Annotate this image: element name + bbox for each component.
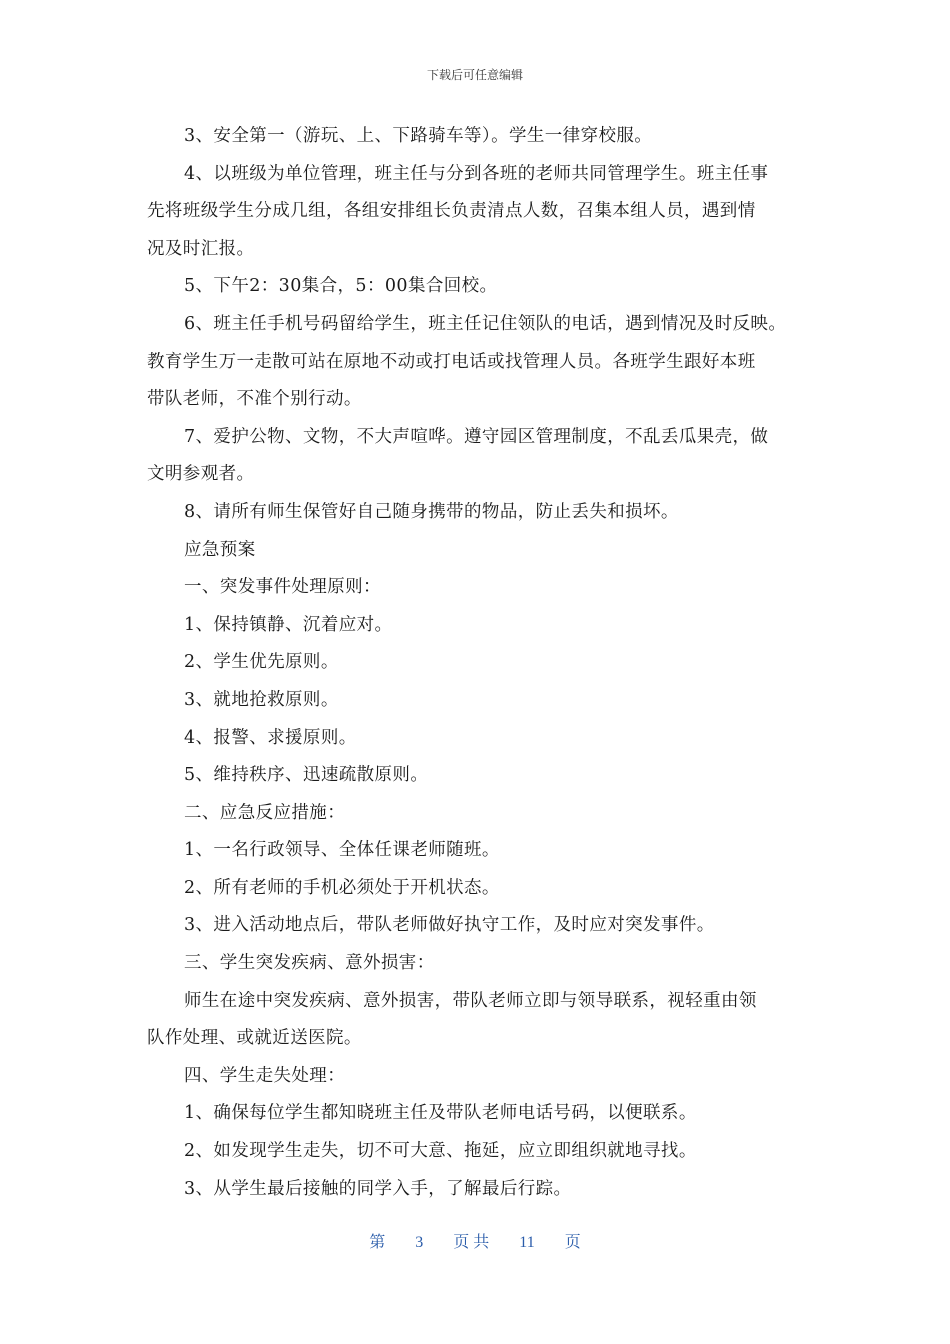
paragraph-line: 2、如发现学生走失，切不可大意、拖延，应立即组织就地寻找。 — [184, 1141, 697, 1162]
paragraph-line: 2、所有老师的手机必须处于开机状态。 — [184, 877, 500, 898]
paragraph-line: 应急预案 — [184, 539, 256, 560]
paragraph-line: 4、报警、求援原则。 — [184, 727, 357, 748]
paragraph-line: 带队老师，不准个别行动。 — [147, 389, 362, 410]
paragraph-line: 1、保持镇静、沉着应对。 — [184, 614, 393, 635]
paragraph-line: 1、一名行政领导、全体任课老师随班。 — [184, 840, 500, 861]
page-header: 下载后可任意编辑 — [426, 68, 523, 82]
document-body — [147, 118, 827, 1208]
paragraph-line: 3、就地抢救原则。 — [184, 689, 339, 710]
paragraph-line: 队作处理、或就近送医院。 — [147, 1028, 362, 1049]
footer-total-pages: 11 — [519, 1234, 535, 1251]
paragraph-line: 3、安全第一（游玩、上、下路骑车等）。学生一律穿校服。 — [184, 126, 653, 146]
footer-suffix: 页 — [564, 1234, 581, 1251]
paragraph-line: 教育学生万一走散可站在原地不动或打电话或找管理人员。各班学生跟好本班 — [147, 351, 756, 372]
footer-prefix: 第 — [369, 1234, 386, 1251]
paragraph-line: 2、学生优先原则。 — [184, 652, 339, 673]
paragraph-line: 6、班主任手机号码留给学生，班主任记住领队的电话，遇到情况及时反映。 — [184, 313, 787, 334]
paragraph-line: 5、维持秩序、迅速疏散原则。 — [184, 765, 429, 786]
paragraph-line: 1、确保每位学生都知晓班主任及带队老师电话号码，以便联系。 — [184, 1103, 697, 1124]
footer-middle: 页 共 — [453, 1234, 490, 1251]
page-footer — [0, 1229, 950, 1252]
paragraph-line: 一、突发事件处理原则： — [184, 577, 381, 598]
paragraph-line: 况及时汇报。 — [147, 238, 255, 259]
paragraph-line: 3、进入活动地点后，带队老师做好执守工作，及时应对突发事件。 — [184, 915, 715, 936]
paragraph-line: 四、学生走失处理： — [184, 1065, 346, 1086]
paragraph-line: 8、请所有师生保管好自己随身携带的物品，防止丢失和损坏。 — [184, 501, 679, 522]
paragraph-line: 3、从学生最后接触的同学入手，了解最后行踪。 — [184, 1178, 572, 1199]
paragraph-line: 三、学生突发疾病、意外损害： — [184, 953, 435, 974]
paragraph-line: 师生在途中突发疾病、意外损害，带队老师立即与领导联系，视轻重由领 — [184, 990, 757, 1011]
footer-page-number: 3 — [415, 1234, 424, 1251]
paragraph-line: 文明参观者。 — [147, 464, 255, 485]
paragraph-line: 7、爱护公物、文物，不大声喧哗。遵守园区管理制度，不乱丢瓜果壳，做 — [184, 426, 769, 447]
paragraph-line: 4、以班级为单位管理，班主任与分到各班的老师共同管理学生。班主任事 — [184, 163, 769, 184]
paragraph-line: 5、下午2：30集合，5：00集合回校。 — [184, 276, 498, 297]
paragraph-line: 二、应急反应措施： — [184, 802, 346, 823]
paragraph-line: 先将班级学生分成几组，各组安排组长负责清点人数，召集本组人员，遇到情 — [147, 201, 756, 222]
